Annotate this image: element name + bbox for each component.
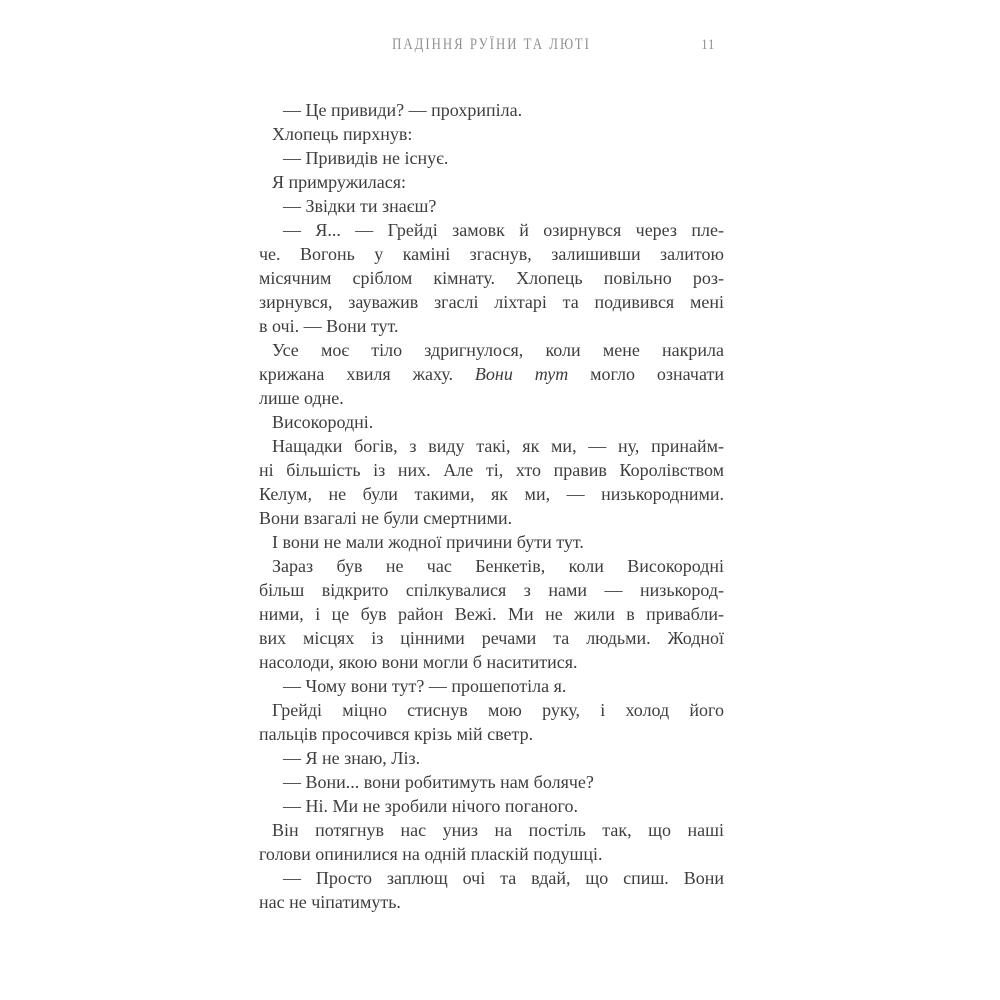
text-segment: в очі. — Вони тут.: [259, 316, 399, 336]
text-line: [259, 530, 724, 554]
text-segment: — Звідки ти знаєш?: [283, 196, 437, 216]
text-segment: Келум, не були такими, як ми, — низькородними.: [259, 484, 724, 504]
text-segment: Грейді міцно стиснув мою руку, і холод його: [272, 700, 724, 720]
text-line: [259, 506, 724, 530]
text-line: [259, 554, 724, 578]
text-segment: нас не чіпатимуть.: [259, 892, 401, 912]
text-segment: ними, і це був район Вежі. Ми не жили в привабли-: [259, 604, 724, 624]
text-line: [259, 626, 724, 650]
text-segment: — Це привиди? — прохрипіла.: [283, 100, 523, 120]
text-line: [259, 746, 724, 770]
text-line: [259, 98, 724, 122]
text-line: [259, 794, 724, 818]
text-segment: Хлопець пирхнув:: [272, 124, 413, 144]
text-segment: лише одне.: [259, 388, 344, 408]
text-segment: Нащадки богів, з виду такі, як ми, — ну, принайм-: [272, 436, 724, 456]
text-segment: зирнувся, зауважив згаслі ліхтарі та подивився мені: [259, 292, 724, 312]
text-segment: могло означати: [568, 364, 724, 384]
text-segment: ні більшість із них. Але ті, хто правив Королівством: [259, 460, 724, 480]
text-segment: — Просто заплющ очі та вдай, що спиш. Вони: [283, 868, 724, 888]
text-line: [259, 674, 724, 698]
text-segment: пальців просочився крізь мій светр.: [259, 724, 534, 744]
text-line: [259, 578, 724, 602]
text-segment: — Я... — Грейді замовк й озирнувся через пле-: [283, 220, 724, 240]
italic-text-segment: Вони тут: [474, 364, 569, 384]
text-line: [259, 602, 724, 626]
text-segment: Усе моє тіло здригнулося, коли мене накрила: [272, 340, 724, 360]
text-line: [259, 146, 724, 170]
page-number: 11: [700, 37, 715, 53]
text-segment: — Ні. Ми не зробили нічого поганого.: [283, 796, 578, 816]
text-line: [259, 362, 724, 386]
text-segment: — Вони... вони робитимуть нам боляче?: [283, 772, 594, 792]
text-segment: Високородні.: [272, 412, 374, 432]
text-segment: насолоди, якою вони могли б насититися.: [259, 652, 578, 672]
text-segment: Він потягнув нас униз на постіль так, що наші: [272, 820, 724, 840]
text-line: [259, 290, 724, 314]
text-line: [259, 698, 724, 722]
text-line: [259, 650, 724, 674]
text-line: [259, 722, 724, 746]
text-line: [259, 458, 724, 482]
text-line: [259, 410, 724, 434]
text-segment: — Я не знаю, Ліз.: [283, 748, 421, 768]
text-line: [259, 218, 724, 242]
text-line: [259, 890, 724, 914]
text-segment: голови опинилися на одній пласкій подушці.: [259, 844, 603, 864]
text-line: [259, 266, 724, 290]
text-line: [259, 386, 724, 410]
text-segment: крижана хвиля жаху.: [259, 364, 475, 384]
running-header: [259, 36, 724, 58]
text-line: [259, 122, 724, 146]
text-segment: більш відкрито спілкувалися з нами — низькород-: [259, 580, 724, 600]
text-line: [259, 194, 724, 218]
text-segment: Я примружилася:: [272, 172, 406, 192]
text-line: [259, 770, 724, 794]
text-line: [259, 866, 724, 890]
text-line: [259, 818, 724, 842]
text-line: [259, 434, 724, 458]
body-text-block: [259, 98, 724, 914]
text-line: [259, 314, 724, 338]
text-segment: — Привидів не існує.: [283, 148, 449, 168]
text-line: [259, 482, 724, 506]
text-segment: — Чому вони тут? — прошепотіла я.: [283, 676, 567, 696]
text-segment: Вони взагалі не були смертними.: [259, 508, 513, 528]
text-line: [259, 170, 724, 194]
text-line: [259, 242, 724, 266]
text-segment: вих місцях із цінними речами та людьми. Жодної: [259, 628, 724, 648]
text-line: [259, 842, 724, 866]
text-segment: Зараз був не час Бенкетів, коли Високородні: [272, 556, 724, 576]
text-segment: І вони не мали жодної причини бути тут.: [272, 532, 584, 552]
text-segment: місячним сріблом кімнату. Хлопець повільно роз-: [259, 268, 724, 288]
running-title: ПАДІННЯ РУЇНИ ТА ЛЮТІ: [392, 36, 591, 53]
text-line: [259, 338, 724, 362]
text-segment: че. Вогонь у каміні згаснув, залишивши залитою: [259, 244, 724, 264]
